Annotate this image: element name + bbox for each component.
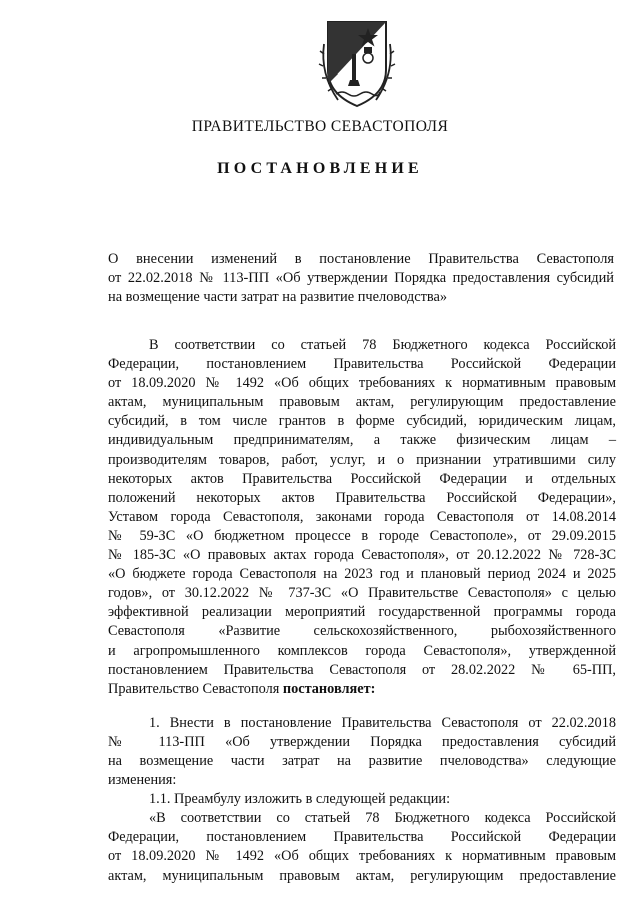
preamble-paragraph — [108, 336, 616, 699]
text-line: субсидий, в том числе грантов в форме субсидий, юридическим лицам, — [108, 413, 616, 430]
text-line: 1.1. Преамбулу изложить в следующей редакции: — [149, 791, 451, 808]
text-line: индивидуальным предпринимателям, а также физическим лицам – — [108, 432, 616, 449]
item-1-1-paragraph — [108, 790, 616, 885]
text-line: № 59-ЗС «О бюджетном процессе в городе Севастополе», от 29.09.2015 — [108, 527, 616, 544]
text-line: Уставом города Севастополя, законами города Севастополя от 14.08.2014 — [108, 508, 616, 525]
sevastopol-coat-of-arms-icon — [318, 14, 396, 110]
text-line: положений некоторых актов Правительства Российской Федерации», — [108, 489, 616, 506]
text-line: годов», от 30.12.2022 № 737-ЗС «О Правительстве Севастополя» с целью — [108, 585, 616, 602]
text-line: Севастополя «Развитие сельскохозяйственного, рыбохозяйственного — [108, 623, 616, 640]
text-line: некоторых актов Правительства Российской Федерации и отдельных — [108, 470, 616, 487]
text-line: на возмещение части затрат на развитие пчеловодства» следующие — [108, 752, 616, 769]
text-line: от 18.09.2020 № 1492 «Об общих требованиях к нормативным правовым — [108, 375, 616, 392]
resolves-keyword: постановляет: — [282, 680, 376, 697]
organization-name: ПРАВИТЕЛЬСТВО СЕВАСТОПОЛЯ — [191, 118, 449, 135]
text-line: Федерации, постановлением Правительства Российской Федерации — [108, 356, 616, 373]
text-line: В соответствии со статьей 78 Бюджетного кодекса Российской — [149, 337, 616, 353]
text-line: Федерации, постановлением Правительства Российской Федерации — [108, 829, 616, 846]
document-type-title: ПОСТАНОВЛЕНИЕ — [217, 160, 423, 177]
item-1-paragraph — [108, 714, 616, 790]
text-line: производителям товаров, работ, услуг, и о признании утратившими силу — [108, 451, 616, 468]
text-line: изменения: — [108, 772, 177, 789]
text-line: № 185-ЗС «О правовых актах города Севастополя», от 20.12.2022 № 728-ЗС — [108, 547, 616, 564]
text-line: «В соответствии со статьей 78 Бюджетного кодекса Российской — [149, 810, 616, 827]
text-line: эффективной реализации мероприятий государственной программы города — [108, 604, 616, 621]
text-line: от 18.09.2020 № 1492 «Об общих требованиях к нормативным правовым — [108, 848, 616, 865]
subject-line: от 22.02.2018 № 113-ПП «Об утверждении Порядка предоставления субсидий — [108, 270, 614, 286]
text-line: 1. Внести в постановление Правительства Севастополя от 22.02.2018 — [149, 714, 616, 731]
document-subject — [108, 250, 614, 307]
text-line — [108, 680, 616, 699]
text-line-prefix: Правительство Севастополя — [108, 680, 283, 697]
text-line: и агропромышленного комплексов города Севастополя», утвержденной — [108, 642, 616, 659]
text-line: актам, муниципальным правовым актам, регулирующим предоставление — [108, 867, 616, 884]
subject-line: на возмещение части затрат на развитие пчеловодства» — [108, 289, 448, 305]
document-body — [108, 336, 616, 886]
text-line: «О бюджете города Севастополя на 2023 год и плановый период 2024 и 2025 — [108, 566, 616, 583]
subject-line: О внесении изменений в постановление Правительства Севастополя — [108, 251, 614, 267]
text-line: актам, муниципальным правовым актам, регулирующим предоставление — [108, 394, 616, 411]
text-line: № 113-ПП «Об утверждении Порядка предоставления субсидий — [108, 733, 616, 750]
text-line: постановлением Правительства Севастополя от 28.02.2022 № 65-ПП, — [108, 661, 616, 678]
